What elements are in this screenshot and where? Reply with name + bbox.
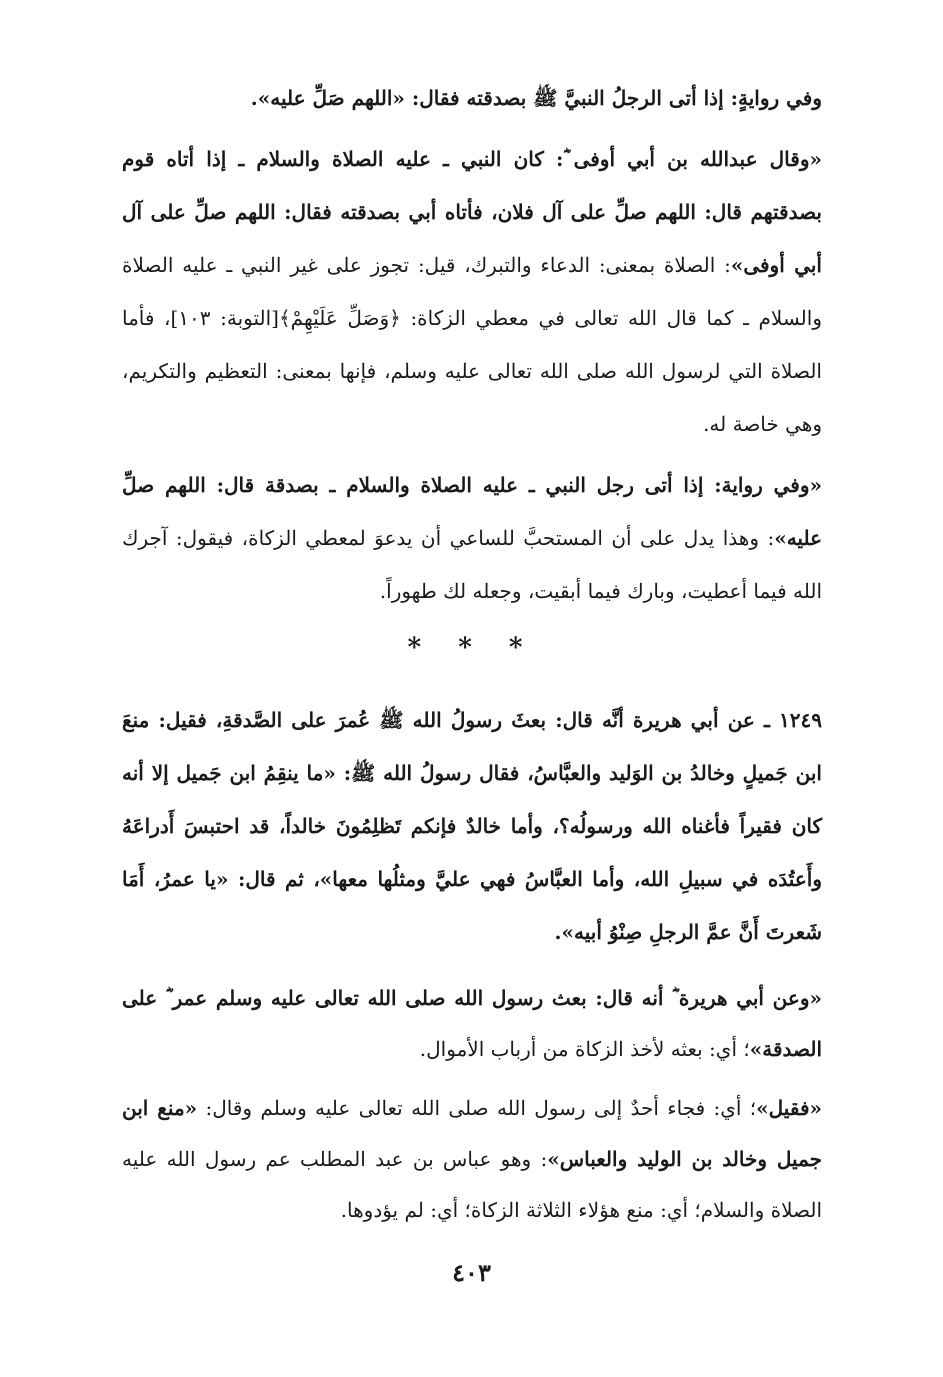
abu-huraira-explanation: ؛ أي: بعثه لأخذ الزكاة من أرباب الأموال. bbox=[419, 1037, 750, 1061]
hadith-1249 bbox=[122, 694, 822, 959]
section-separator: * * * bbox=[407, 633, 537, 663]
hadith-1249-text: ١٢٤٩ ـ عن أبي هريرة أنَّه قال: بعثَ رسولُ الله ﷺ عُمرَ على الصَّدقةِ، فقيل: منعَ ابن جَميلٍ وخالدُ بن الوَليد والعبَّاسُ، فقال رسولُ الله ﷺ: «ما ينقِمُ ابن جَميل إلا أنه كان فقيراً فأغناه الله ورسولُه؟، وأما خالدٌ فإنكم تَظلِمُونَ خالداً، قد احتبسَ أَدراعَهُ وأَعتُدَه في سبيلِ الله، وأما العبَّاسُ فهي عليَّ ومثلُها معها»، ثم قال: «يا عمرُ، أَمَا شَعرتَ أَنَّ عمَّ الرجلِ صِنْوُ أبيه». bbox=[122, 708, 822, 944]
commentary-abu-huraira bbox=[122, 973, 822, 1075]
withholders-explanation: : وهو عباس بن عبد المطلب عم رسول الله عليه الصلاة والسلام؛ أي: منع هؤلاء الثلاثة الزكاة؛ أي: لم يؤدوها. bbox=[122, 1147, 822, 1222]
paragraph-ibn-abi-awfa bbox=[122, 133, 822, 451]
paragraph-riwaya-1 bbox=[122, 72, 822, 125]
faqil-explanation: ؛ أي: فجاء أحدٌ إلى رسول الله صلى الله تعالى عليه وسلم وقال: bbox=[197, 1096, 757, 1120]
riwaya-2-commentary: : وهذا يدل على أن المستحبَّ للساعي أن يدعوَ لمعطي الزكاة، فيقول: آجرك الله فيما أعطيت، وبارك فيما أبقيت، وجعله لك طهوراً. bbox=[122, 526, 822, 603]
faqil-quote: «فقيل» bbox=[756, 1096, 823, 1120]
page-body bbox=[122, 72, 822, 1236]
page-number: ٤٠٣ bbox=[452, 1258, 491, 1287]
ibn-abi-awfa-quote: «وقال عبدالله بن أبي أوفى ؓ: كان النبي ـ عليه الصلاة والسلام ـ إذا أتاه قوم بصدقتهم قال: اللهم صلِّ على آل فلان، فأتاه أبي بصدقته فقال: اللهم صلِّ على آل أبي أوفى» bbox=[122, 147, 822, 277]
paragraph-riwaya-2 bbox=[122, 459, 822, 618]
withholders-quote: «منع ابن جميل وخالد بن الوليد والعباس» bbox=[122, 1096, 822, 1171]
abu-huraira-quote: «وعن أبي هريرة ؓ أنه قال: بعث رسول الله صلى الله تعالى عليه وسلم عمر ؓ على الصدقة» bbox=[122, 986, 822, 1061]
riwaya-2-quote: «وفي رواية: إذا أتى رجل النبي ـ عليه الصلاة والسلام ـ بصدقة قال: اللهم صلِّ عليه» bbox=[122, 473, 822, 550]
ibn-abi-awfa-commentary: : الصلاة بمعنى: الدعاء والتبرك، قيل: تجوز على غير النبي ـ عليه الصلاة والسلام ـ كما قال الله تعالى في معطي الزكاة: ﴿وَصَلِّ عَلَيْهِمْ﴾[التوبة: ١٠٣]، فأما الصلاة التي لرسول الله صلى الله تعالى عليه وسلم، فإنها بمعنى: التعظيم والتكريم، وهي خاصة له. bbox=[122, 253, 822, 436]
commentary-faqil bbox=[122, 1083, 822, 1236]
riwaya-1-text: وفي روايةٍ: إذا أتى الرجلُ النبيَّ ﷺ بصدقته فقال: «اللهم صَلِّ عليه». bbox=[250, 86, 822, 110]
